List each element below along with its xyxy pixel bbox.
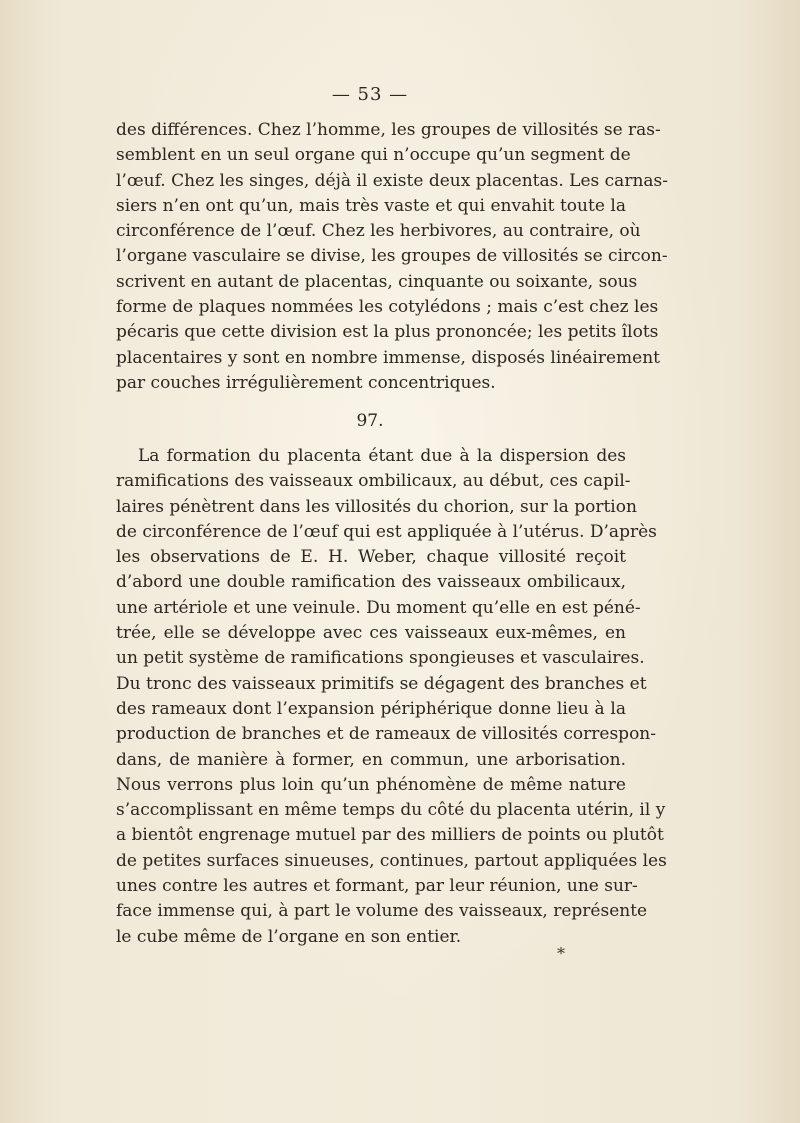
page-number: — 53 —: [331, 84, 409, 105]
text-line: Nous verrons plus loin qu’un phénomène de même nature: [116, 774, 626, 795]
text-line: pécaris que cette division est la plus prononcée; les petits îlots: [116, 322, 659, 343]
text-line: de petites surfaces sinueuses, continues, partout appliquées les: [116, 850, 667, 871]
text-line: production de branches et de rameaux de villosités correspon-: [116, 724, 656, 745]
section-number: 97.: [356, 411, 384, 431]
text-line: un petit système de ramifications spongieuses et vasculaires.: [116, 648, 645, 669]
paragraph-1: [116, 118, 668, 396]
text-line: les observations de E. H. Weber, chaque villosité reçoit: [116, 547, 626, 568]
text-line: scrivent en autant de placentas, cinquante ou soixante, sous: [116, 271, 638, 292]
text-line: par couches irrégulièrement concentriques.: [116, 372, 496, 393]
paragraph-2: [116, 444, 667, 950]
text-line: s’accomplissant en même temps du côté du placenta utérin, il y: [116, 800, 666, 821]
text-line: trée, elle se développe avec ces vaisseaux eux-mêmes, en: [116, 623, 626, 644]
text-line: siers n’en ont qu’un, mais très vaste et qui envahit toute la: [116, 195, 626, 216]
text-line: une artériole et une veinule. Du moment qu’elle en est péné-: [116, 597, 641, 618]
text-line: le cube même de l’organe en son entier.: [116, 926, 462, 947]
text-line: ramifications des vaisseaux ombilicaux, au début, ces capil-: [116, 471, 631, 492]
text-line: face immense qui, à part le volume des vaisseaux, représente: [116, 901, 648, 922]
text-line: l’œuf. Chez les singes, déjà il existe deux placentas. Les carnas-: [116, 170, 668, 191]
text-line: semblent en un seul organe qui n’occupe qu’un segment de: [116, 145, 631, 166]
text-line: d’abord une double ramification des vaisseaux ombilicaux,: [116, 572, 626, 593]
text-line: des différences. Chez l’homme, les groupes de villosités se ras-: [116, 120, 661, 140]
text-line: unes contre les autres et formant, par leur réunion, une sur-: [116, 876, 638, 897]
text-line: de circonférence de l’œuf qui est appliquée à l’utérus. D’après: [116, 521, 657, 542]
text-line: a bientôt engrenage mutuel par des milliers de points ou plutôt: [116, 825, 664, 846]
text-line: laires pénètrent dans les villosités du chorion, sur la portion: [116, 496, 637, 517]
text-line: placentaires y sont en nombre immense, disposés linéairement: [116, 347, 660, 368]
text-line: La formation du placenta étant due à la dispersion des: [138, 446, 626, 466]
text-line: forme de plaques nommées les cotylédons ; mais c’est chez les: [116, 297, 659, 318]
text-line: l’organe vasculaire se divise, les groupes de villosités se circon-: [116, 246, 668, 267]
text-line: dans, de manière à former, en commun, une arborisation.: [116, 749, 626, 770]
text-line: des rameaux dont l’expansion périphérique donne lieu à la: [116, 698, 626, 719]
text-line: Du tronc des vaisseaux primitifs se dégagent des branches et: [116, 673, 647, 694]
asterisk-ornament: *: [557, 944, 565, 963]
text-line: circonférence de l’œuf. Chez les herbivores, au contraire, où: [116, 221, 641, 242]
